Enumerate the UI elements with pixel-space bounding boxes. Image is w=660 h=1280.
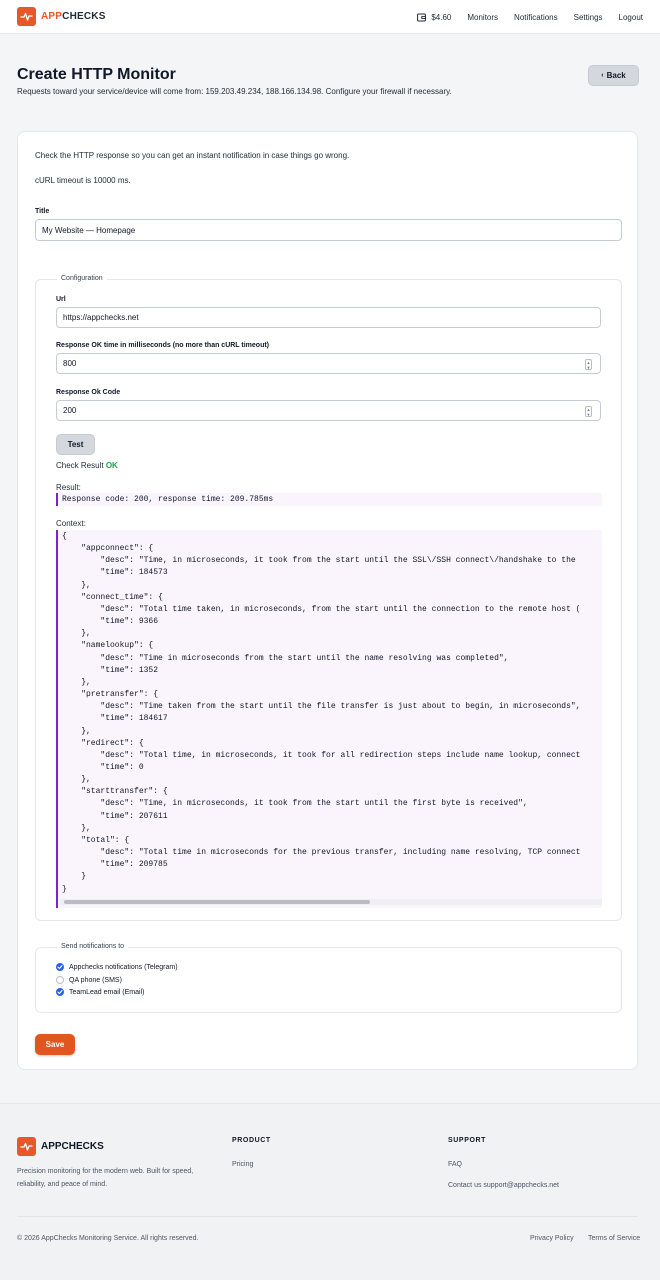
timeout-note: cURL timeout is 10000 ms. bbox=[35, 176, 131, 185]
footer-link-pricing[interactable]: Pricing bbox=[232, 1161, 254, 1168]
nav-menu bbox=[417, 0, 643, 34]
nav-logout[interactable]: Logout bbox=[618, 12, 643, 22]
footer-product-heading: PRODUCT bbox=[232, 1137, 271, 1144]
notify-option-telegram[interactable] bbox=[56, 963, 178, 971]
notify-option-label: Appchecks notifications (Telegram) bbox=[69, 963, 178, 971]
back-button[interactable] bbox=[588, 65, 639, 86]
result-label: Result: bbox=[56, 483, 81, 492]
notifications-fieldset bbox=[35, 943, 622, 1013]
result-output: Response code: 200, response time: 209.785ms bbox=[56, 493, 602, 506]
chevron-left-icon: ‹ bbox=[601, 72, 604, 79]
unchecked-box-icon[interactable] bbox=[56, 976, 64, 984]
context-json: { "appconnect": { "desc": "Time, in microseconds, it took from the start until the SSL\/SSH connect\/handshake to the "time": 184573 }, "connect_time": { "desc": "Total time taken, in microseconds, from the start until the connection to the remote host ( "time": 9366 }, "namelookup": { "desc": "Time in microseconds from the start until the name resolving was completed", "time": 1352 }, "pretransfer": { "desc": "Time taken from the start until the file transfer is just about to begin, in microseconds", "time": 184617 }, "redirect": { "desc": "Total time, in microseconds, it took for all redirection steps include name lookup, connect "time": 0 }, "starttransfer": { "desc": "Time, in microseconds, it took from the start until the first byte is received", "time": 207611 }, "total": { "desc": "Total time in microseconds for the previous transfer, including name resolving, TCP connect "time": 209785 } } bbox=[62, 532, 581, 894]
title-label: Title bbox=[35, 208, 50, 215]
footer-tagline: Precision monitoring for the modern web. Built for speed, reliability, and peace of mind. bbox=[17, 1168, 194, 1188]
logo[interactable] bbox=[17, 7, 106, 26]
nav-notifications[interactable]: Notifications bbox=[514, 12, 558, 22]
check-icon[interactable] bbox=[56, 963, 64, 971]
check-result-status: OK bbox=[105, 461, 118, 470]
footer-divider bbox=[17, 1216, 638, 1217]
ok-time-label: Response OK time in milliseconds (no more than cURL timeout) bbox=[56, 342, 270, 349]
url-label: Url bbox=[56, 296, 66, 303]
number-stepper[interactable]: ▲ ▼ bbox=[586, 359, 591, 370]
footer-copyright: © 2026 AppChecks Monitoring Service. All rights reserved. bbox=[17, 1235, 199, 1242]
scrollbar-thumb[interactable] bbox=[64, 900, 370, 904]
footer-terms-link[interactable]: Terms of Service bbox=[588, 1235, 641, 1242]
balance[interactable] bbox=[417, 13, 451, 22]
wallet-icon bbox=[417, 13, 426, 22]
pulse-icon bbox=[17, 1137, 36, 1156]
notify-option-sms[interactable] bbox=[56, 976, 122, 984]
page-subtitle: Requests toward your service/device will come from: 159.203.49.234, 188.166.134.98. Configure your firewall if necessary. bbox=[17, 87, 452, 96]
ok-time-value: 800 bbox=[63, 359, 77, 368]
nav-settings[interactable]: Settings bbox=[573, 12, 603, 22]
nav-monitors[interactable]: Monitors bbox=[467, 12, 499, 22]
check-icon[interactable] bbox=[56, 988, 64, 996]
back-button-label: Back bbox=[606, 71, 626, 80]
form-intro: Check the HTTP response so you can get an instant notification in case things go wrong. bbox=[35, 151, 350, 160]
balance-amount: $4.60 bbox=[431, 12, 452, 22]
footer-link-faq[interactable]: FAQ bbox=[448, 1161, 463, 1168]
url-input[interactable]: https://appchecks.net bbox=[56, 307, 601, 328]
pulse-icon bbox=[17, 7, 36, 26]
notify-option-label: TeamLead email (Email) bbox=[69, 988, 145, 996]
title-input[interactable]: My Website — Homepage bbox=[35, 219, 622, 241]
ok-code-input[interactable] bbox=[56, 400, 601, 421]
page-title: Create HTTP Monitor bbox=[17, 66, 176, 83]
test-button[interactable]: Test bbox=[56, 434, 95, 455]
notify-option-label: QA phone (SMS) bbox=[69, 976, 122, 984]
configuration-legend: Configuration bbox=[57, 275, 107, 282]
footer-logo-text: APPCHECKS bbox=[41, 1141, 104, 1152]
horizontal-scrollbar[interactable] bbox=[60, 899, 602, 905]
footer-support-heading: SUPPORT bbox=[448, 1137, 487, 1144]
check-result bbox=[56, 461, 118, 470]
ok-time-input[interactable] bbox=[56, 353, 601, 374]
number-stepper[interactable]: ▲ ▼ bbox=[586, 406, 591, 417]
logo-text: APPCHECKS bbox=[41, 11, 106, 22]
footer-privacy-link[interactable]: Privacy Policy bbox=[530, 1235, 574, 1242]
save-button[interactable]: Save bbox=[35, 1034, 75, 1055]
top-navbar bbox=[0, 0, 660, 34]
ok-code-label: Response Ok Code bbox=[56, 389, 121, 396]
check-result-label: Check Result bbox=[56, 461, 104, 470]
footer bbox=[0, 1103, 660, 1280]
notifications-legend: Send notifications to bbox=[57, 943, 128, 950]
context-output[interactable] bbox=[56, 530, 602, 908]
monitor-form-card bbox=[17, 131, 638, 1070]
footer-logo[interactable] bbox=[17, 1137, 104, 1156]
footer-contact-link[interactable]: Contact us support@appchecks.net bbox=[448, 1182, 560, 1189]
context-label: Context: bbox=[56, 519, 86, 528]
notify-option-email[interactable] bbox=[56, 988, 144, 996]
ok-code-value: 200 bbox=[63, 406, 77, 415]
